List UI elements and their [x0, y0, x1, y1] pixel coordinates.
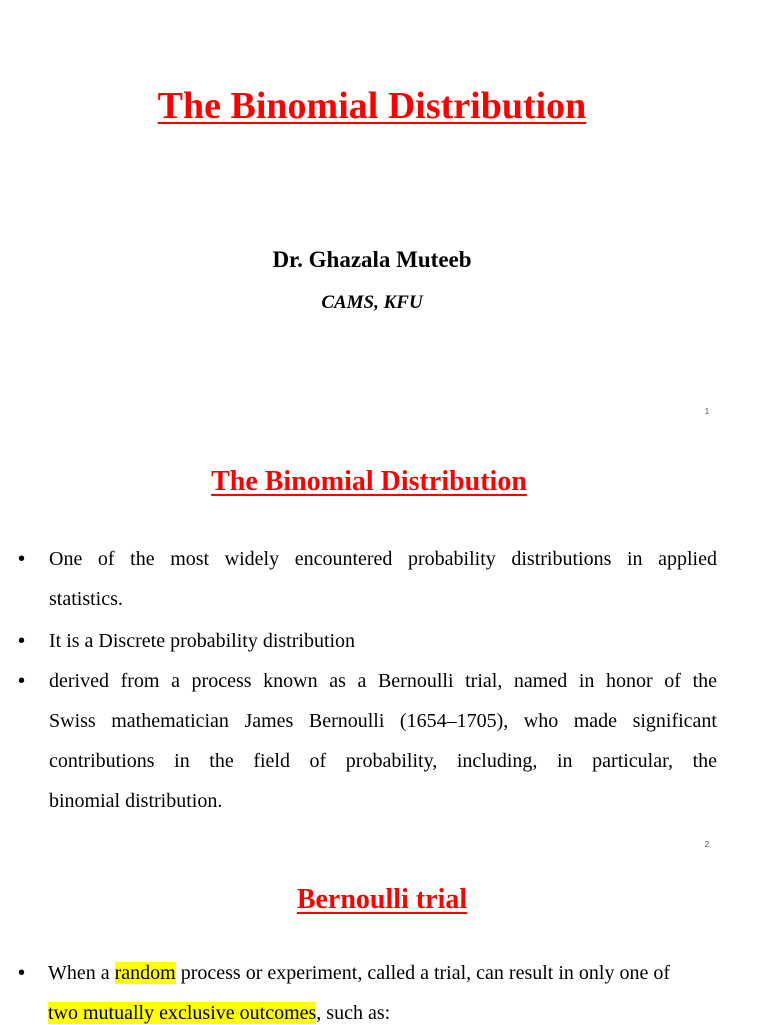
bullet-line: contributions in the field of probability, including, in particular, the [49, 750, 717, 772]
bullet-text: , such as: [316, 1002, 391, 1024]
bullet-icon: • [18, 548, 26, 570]
slide-1 [0, 0, 768, 430]
affiliation: CAMS, KFU [321, 292, 423, 313]
bullet-icon: • [18, 630, 26, 652]
bullet-line: statistics. [49, 588, 123, 610]
bullet-line: Swiss mathematician James Bernoulli (1654–1705), who made significant [49, 710, 717, 732]
page-number: 1 [704, 407, 710, 416]
page-number: 2 [704, 840, 710, 849]
author-name: Dr. Ghazala Muteeb [272, 247, 472, 272]
bullet-text: process or experiment, called a trial, can result in only one of [175, 962, 671, 984]
bullet-line: It is a Discrete probability distribution [49, 630, 356, 652]
slide-1-title: The Binomial Distribution [157, 85, 587, 127]
highlighted-term: two mutually exclusive outcomes [48, 1002, 317, 1024]
highlighted-term: random [114, 962, 176, 984]
bullet-icon: • [18, 670, 26, 692]
slide-3-title: Bernoulli trial [296, 884, 468, 915]
bullet-text: When a [48, 962, 115, 984]
bullet-line [48, 1002, 390, 1025]
bullet-line: binomial distribution. [49, 790, 223, 812]
slide-3 [0, 860, 768, 1024]
slide-2-title: The Binomial Distribution [211, 466, 527, 497]
bullet-line: One of the most widely encountered probability distributions in applied [49, 548, 717, 570]
bullet-line [48, 962, 670, 985]
bullet-icon: • [18, 962, 26, 984]
slide-2 [0, 430, 768, 860]
bullet-line: derived from a process known as a Bernoulli trial, named in honor of the [49, 670, 717, 692]
